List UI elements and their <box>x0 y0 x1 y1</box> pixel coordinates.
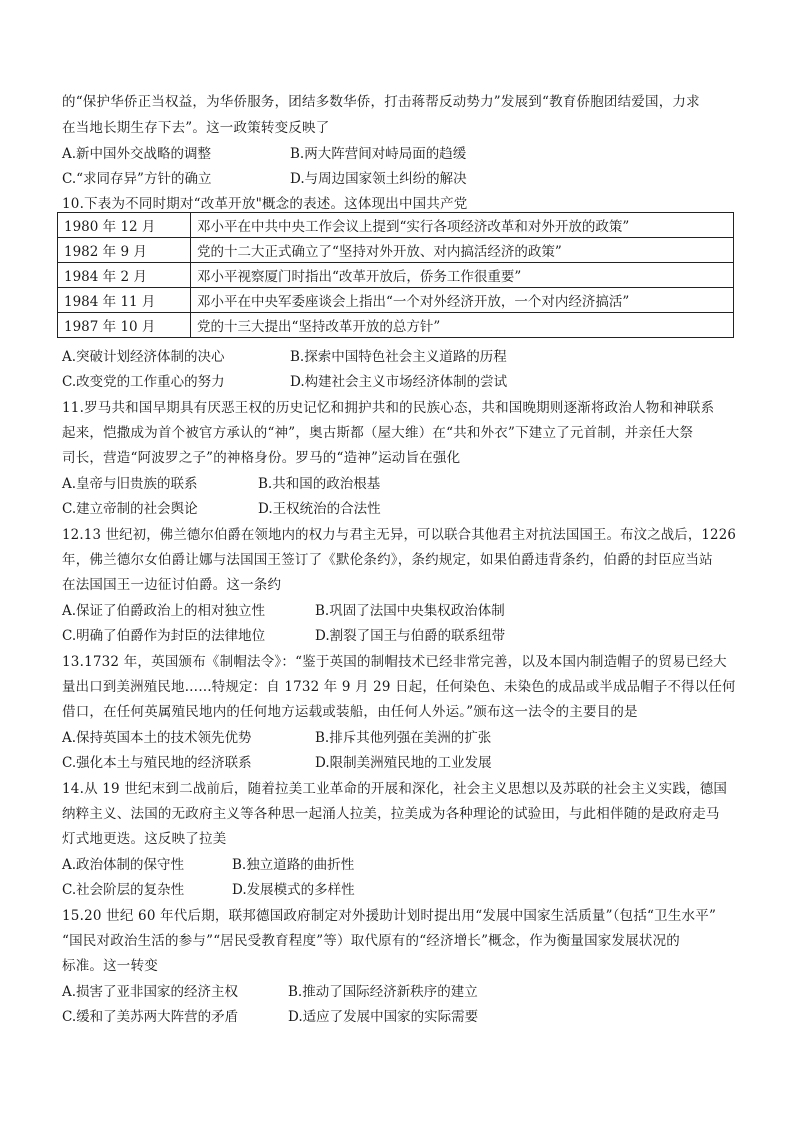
q15-option-d: D.适应了发展中国家的实际需要 <box>288 1009 479 1025</box>
table-cell-text: 邓小平在中央军委座谈会上指出“一个对外经济开放，一个对内经济搞活” <box>191 288 734 313</box>
q12-option-a: A.保证了伯爵政治上的相对独立性 <box>62 603 266 619</box>
q9-option-d: D.与周边国家领土纠纷的解决 <box>290 171 467 187</box>
q14-option-b: B.独立道路的曲折性 <box>232 857 355 873</box>
q12-option-d: D.割裂了国王与伯爵的联系纽带 <box>315 628 506 644</box>
q12-stem-line-2: 年，佛兰德尔女伯爵让娜与法国国王签订了《默伦条约》，条约规定，如果伯爵违背条约，伯爵的封臣应当站 <box>62 552 713 568</box>
table-row <box>58 238 734 263</box>
table-cell-date: 1984 年 11 月 <box>58 288 191 313</box>
q14-option-a: A.政治体制的保守性 <box>62 857 185 873</box>
q10-option-b: B.探索中国特色社会主义道路的历程 <box>290 349 507 365</box>
q15-stem-line-3: 标准。这一转变 <box>62 958 158 974</box>
table-cell-text: 邓小平视察厦门时指出“改革开放后，侨务工作很重要” <box>191 263 734 288</box>
q12-stem-line-1: 12.13 世纪初，佛兰德尔伯爵在领地内的权力与君主无异，可以联合其他君主对抗法国国王。布汶之战后，1226 <box>62 527 737 543</box>
q14-stem-line-2: 纳粹主义、法国的无政府主义等各种思一起涌人拉美，拉美成为各种理论的试验田，与此相伴随的是政府走马 <box>62 806 720 822</box>
q13-stem-line-2: 量出口到美洲殖民地……特规定：自 1732 年 9 月 29 日起，任何染色、未染色的成品或半成品帽子不得以任何 <box>62 679 736 695</box>
q11-option-a: A.皇帝与旧贵族的联系 <box>62 476 198 492</box>
q15-stem-line-1: 15.20 世纪 60 年代后期，联邦德国政府制定对外援助计划时提出用“发展中国家生活质量”（包括“卫生水平” <box>62 908 717 924</box>
q13-option-a: A.保持英国本土的技术领先优势 <box>62 730 252 746</box>
table-cell-text: 党的十二大正式确立了“坚持对外开放、对内搞活经济的政策” <box>191 238 734 263</box>
q10-option-d: D.构建社会主义市场经济体制的尝试 <box>290 374 508 390</box>
q13-option-c: C.强化本土与殖民地的经济联系 <box>62 755 252 771</box>
q12-option-c: C.明确了伯爵作为封臣的法律地位 <box>62 628 266 644</box>
q11-option-d: D.王权统治的合法性 <box>258 501 381 517</box>
q13-option-d: D.限制美洲殖民地的工业发展 <box>315 755 492 771</box>
q12-option-b: B.巩固了法国中央集权政治体制 <box>315 603 505 619</box>
q12-stem-line-3: 在法国国王一边征讨伯爵。这一条约 <box>62 577 282 593</box>
q9-option-c: C.“求同存异”方针的确立 <box>62 171 212 187</box>
table-cell-date: 1982 年 9 月 <box>58 238 191 263</box>
q10-stem: 10.下表为不同时期对“改革开放"概念的表述。这体现出中国共产党 <box>62 196 468 212</box>
q13-option-b: B.排斥其他列强在美洲的扩张 <box>315 730 492 746</box>
q10-table <box>57 212 734 338</box>
table-row <box>58 288 734 313</box>
q10-option-a: A.突破计划经济体制的决心 <box>62 349 225 365</box>
q15-option-c: C.缓和了美苏两大阵营的矛盾 <box>62 1009 239 1025</box>
q14-stem-line-3: 灯式地更迭。这反映了拉美 <box>62 831 227 847</box>
q15-option-a: A.损害了亚非国家的经济主权 <box>62 984 239 1000</box>
q14-option-d: D.发展模式的多样性 <box>232 882 355 898</box>
q9-stem-line-2: 在当地长期生存下去”。这一政策转变反映了 <box>62 120 330 136</box>
q10-option-c: C.改变党的工作重心的努力 <box>62 374 225 390</box>
table-row <box>58 313 734 338</box>
q11-option-c: C.建立帝制的社会舆论 <box>62 501 198 517</box>
q11-option-b: B.共和国的政治根基 <box>258 476 381 492</box>
q14-stem-line-1: 14.从 19 世纪末到二战前后，随着拉美工业革命的开展和深化，社会主义思想以及苏联的社会主义实践，德国 <box>62 781 728 797</box>
table-cell-text: 党的十三大提出“坚持改革开放的总方针” <box>191 313 734 338</box>
q11-stem-line-1: 11.罗马共和国早期具有厌恶王权的历史记忆和拥护共和的民族心态，共和国晚期则逐渐将政治人物和神联系 <box>62 400 715 416</box>
q15-stem-line-2: “国民对政治生活的参与”“居民受教育程度”等）取代原有的“经济增长”概念，作为衡量国家发展状况的 <box>62 933 681 949</box>
q11-stem-line-2: 起来，恺撒成为首个被官方承认的“神”，奥古斯都（屋大维）在“共和外衣”下建立了元首制，并亲任大祭 <box>62 425 694 441</box>
table-row <box>58 213 734 238</box>
q15-option-b: B.推动了国际经济新秩序的建立 <box>288 984 478 1000</box>
q9-option-a: A.新中国外交战略的调整 <box>62 146 212 162</box>
table-cell-date: 1984 年 2 月 <box>58 263 191 288</box>
q13-stem-line-1: 13.1732 年，英国颁布《制帽法令》：“鉴于英国的制帽技术已经非常完善，以及本国内制造帽子的贸易已经大 <box>62 654 727 670</box>
table-cell-date: 1980 年 12 月 <box>58 213 191 238</box>
table-cell-date: 1987 年 10 月 <box>58 313 191 338</box>
q13-stem-line-3: 借口，在任何英属殖民地内的任何地方运载或装船，由任何人外运。”颁布这一法令的主要目的是 <box>62 704 638 720</box>
q11-stem-line-3: 司长，营造“阿波罗之子”的神格身份。罗马的“造神”运动旨在强化 <box>62 450 461 466</box>
q9-option-b: B.两大阵营间对峙局面的趋缓 <box>290 146 467 162</box>
table-cell-text: 邓小平在中共中央工作会议上提到“实行各项经济改革和对外开放的政策” <box>191 213 734 238</box>
table-row <box>58 263 734 288</box>
q9-stem-line-1: 的“保护华侨正当权益，为华侨服务，团结多数华侨，打击蒋帮反动势力”发展到“教育侨胞团结爱国，力求 <box>62 94 700 110</box>
q14-option-c: C.社会阶层的复杂性 <box>62 882 185 898</box>
